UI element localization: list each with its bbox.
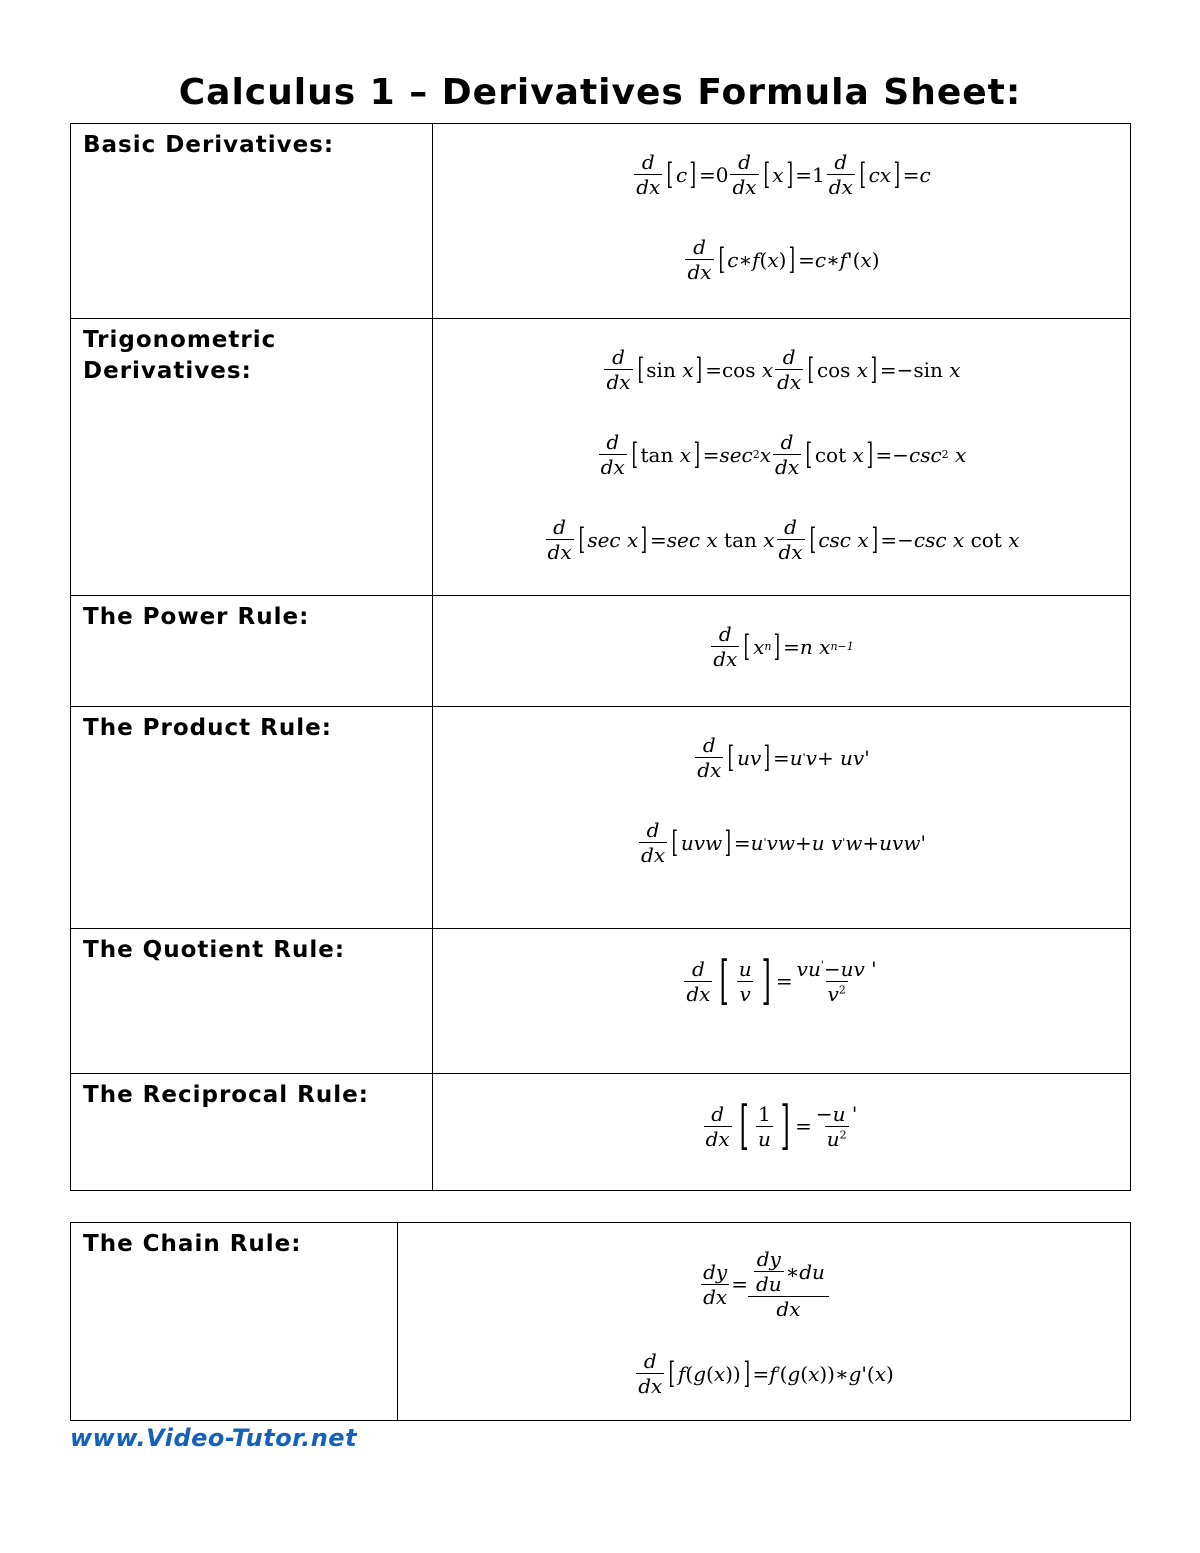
formula: $\frac{dy}{dx}$ = $\frac{dy}{du}$ ∗du dx [398, 1249, 1130, 1319]
row-label-quotient: The Quotient Rule: [71, 929, 433, 1074]
formula-cell-product [433, 707, 1131, 929]
row-label-chain: The Chain Rule: [71, 1223, 398, 1421]
formula-cell-reciprocal [433, 1074, 1131, 1191]
table-row [71, 929, 1131, 1074]
table-row [71, 124, 1131, 319]
formula: $\frac{d}{dx}$ [ $\frac{u}{v}$ ] = $\frac{vu'-uv '}{v^2}$ [686, 951, 877, 1011]
row-label-power: The Power Rule: [71, 596, 433, 707]
table-row [71, 1074, 1131, 1191]
formula: $\frac{d}{dx}$ [ uvw ] =u ' vw+u v ' w+uvw ' [641, 818, 926, 867]
page-title: Calculus 1 – Derivatives Formula Sheet: [178, 72, 1022, 113]
formula: $\frac{d}{dx}$ [ sin x ] = cos x $\frac{d}{dx}$ [ cos x ] =− sin x [606, 345, 961, 394]
formula-cell-quotient [433, 929, 1131, 1074]
formula: $\frac{d}{dx}$ [ tan x ] =sec 2 x $\frac{d}{dx}$ [ cot x ] =−csc 2 x [600, 430, 967, 479]
row-label-product: The Product Rule: [71, 707, 433, 929]
chain-rule-table [70, 1222, 1131, 1421]
formula: $\frac{d}{dx}$ [ $\frac{1}{u}$ ] = $\frac{-u '}{u^2}$ [705, 1096, 858, 1156]
formula: $\frac{d}{dx}$ [ x n ] =n x n−1 [713, 622, 854, 671]
formula-cell-trig [433, 319, 1131, 596]
row-label-trig: Trigonometric Derivatives: [71, 319, 433, 596]
formula: $\frac{d}{dx}$ [ f ( g ( x )) ] =f ' ( g ( x )) ∗g '( x ) [638, 1349, 894, 1398]
formula-table [70, 123, 1131, 1191]
row-label-reciprocal: The Reciprocal Rule: [71, 1074, 433, 1191]
formula: $\frac{d}{dx}$ [ c ] = 0 $\frac{d}{dx}$ [ x ] = 1 $\frac{d}{dx}$ [ cx ] =c [636, 150, 931, 199]
row-label-basic: Basic Derivatives: [71, 124, 433, 319]
table-row [71, 596, 1131, 707]
website-link[interactable]: www.Video-Tutor.net [70, 1424, 358, 1452]
formula-cell-power [433, 596, 1131, 707]
formula: $\frac{d}{dx}$ [ sec x ] =sec x tan x $\frac{d}{dx}$ [ csc x ] =−csc x cot x [547, 515, 1020, 564]
formula: $\frac{d}{dx}$ [ c∗f ( x ) ] =c∗f '( x ) [687, 235, 880, 284]
formula: $\frac{d}{dx}$ [ uv ] =u ' v+ uv ' [697, 733, 870, 782]
table-row [71, 1223, 1131, 1421]
formula-cell-chain [398, 1223, 1131, 1421]
table-row [71, 319, 1131, 596]
formula-cell-basic [433, 124, 1131, 319]
table-row [71, 707, 1131, 929]
